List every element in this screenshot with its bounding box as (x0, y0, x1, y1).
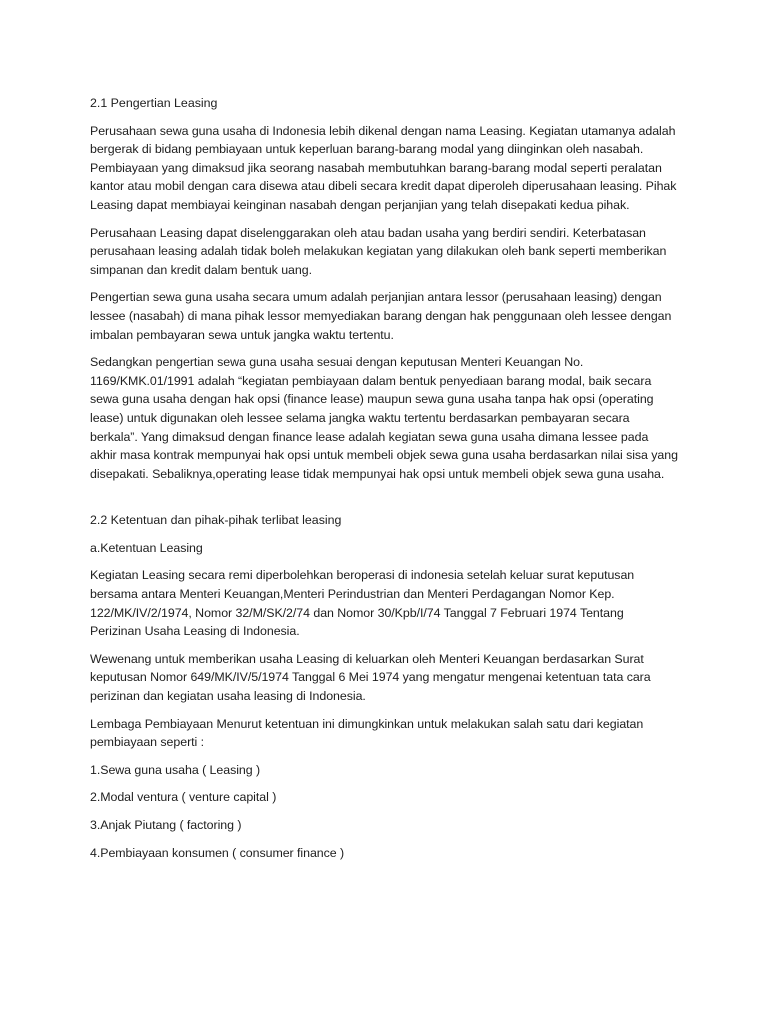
section-2-subheading: a.Ketentuan Leasing (90, 540, 203, 555)
section-1-paragraph-2: Perusahaan Leasing dapat diselenggarakan oleh atau badan usaha yang berdiri sendiri. Keterbatasan perusahaan leasing adalah tidak boleh melakukan kegiatan yang dilakukan oleh bank seperti memberikan simpanan dan kredit dalam bentuk uang. (90, 225, 667, 277)
section-2-paragraph-1: Kegiatan Leasing secara remi diperbolehkan beroperasi di indonesia setelah keluar surat keputusan bersama antara Menteri Keuangan,Menteri Perindustrian dan Menteri Perdagangan Nomor Kep. 122/MK/IV/2/1974, Nomor 32/M/SK/2/74 dan Nomor 30/Kpb/I/74 Tanggal 7 Februari 1974 Tentang Perizinan Usaha Leasing di Indonesia. (90, 568, 635, 639)
list-item-3: 3.Anjak Piutang ( factoring ) (90, 818, 242, 832)
list-item-4: 4.Pembiayaan konsumen ( consumer finance ) (90, 845, 345, 860)
section-2-paragraph-2: Wewenang untuk memberikan usaha Leasing di keluarkan oleh Menteri Keuangan berdasarkan Surat keputusan Nomor 649/MK/IV/5/1974 Tanggal 6 Mei 1974 yang mengatur mengenai ketentuan tata cara perizinan dan kegiatan usaha leasing di Indonesia. (90, 651, 651, 704)
document-page (90, 94, 678, 862)
section-1-paragraph-4: Sedangkan pengertian sewa guna usaha sesuai dengan keputusan Menteri Keuangan No. 1169/KMK.01/1991 adalah “kegiatan pembiayaan dalam bentuk penyediaan barang modal, baik secara sewa guna usaha dengan hak opsi (finance lease) maupun sewa guna usaha tanpa hak opsi (operating lease) untuk digunakan oleh lessee selama jangka waktu tertentu berdasarkan pembayaran secara berkala”. Yang dimaksud dengan finance lease adalah kegiatan sewa guna usaha dimana lessee pada akhir masa kontrak mempunyai hak opsi untuk membeli objek sewa guna usaha berdasarkan nilai sisa yang disepakati. Sebaliknya,operating lease tidak mempunyai hak opsi untuk membeli objek sewa guna usaha. (90, 355, 678, 481)
list-item-2: 2.Modal ventura ( venture capital ) (90, 790, 277, 805)
section-1-heading: 2.1 Pengertian Leasing (90, 96, 218, 110)
section-2-heading: 2.2 Ketentuan dan pihak-pihak terlibat leasing (90, 513, 342, 528)
section-1-paragraph-1: Perusahaan sewa guna usaha di Indonesia lebih dikenal dengan nama Leasing. Kegiatan utamanya adalah bergerak di bidang pembiayaan untuk keperluan barang-barang modal yang diinginkan oleh nasabah. Pembiayaan yang dimaksud jika seorang nasabah membutuhkan barang-barang modal seperti peralatan kantor atau mobil dengan cara disewa atau dibeli secara kredit dapat diperoleh diperusahaan leasing. Pihak Leasing dapat membiayai keinginan nasabah dengan perjanjian yang telah disepakati kedua pihak. (90, 123, 677, 212)
list-item-1: 1.Sewa guna usaha ( Leasing ) (90, 762, 261, 777)
section-1-paragraph-3: Pengertian sewa guna usaha secara umum adalah perjanjian antara lessor (perusahaan leasing) dengan lessee (nasabah) di mana pihak lessor memyediakan barang dengan hak penggunaan oleh lessee dengan imbalan pembayaran sewa untuk jangka waktu tertentu. (90, 290, 672, 342)
section-2-paragraph-3: Lembaga Pembiayaan Menurut ketentuan ini dimungkinkan untuk melakukan salah satu dari kegiatan pembiayaan seperti : (90, 716, 644, 750)
